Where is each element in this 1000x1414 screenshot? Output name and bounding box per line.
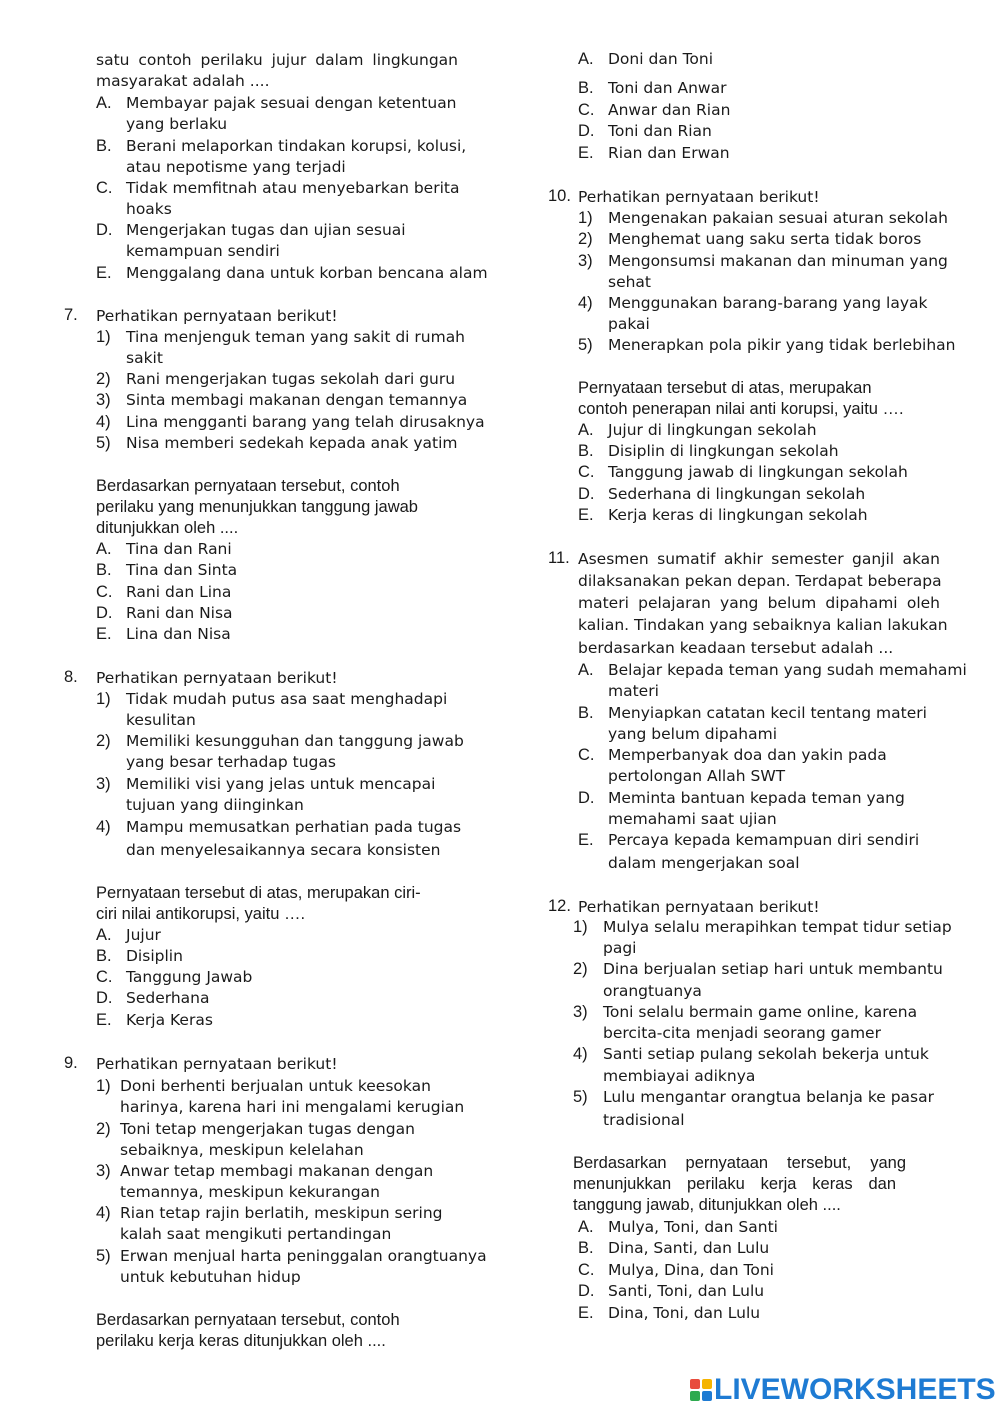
liveworksheets-logo[interactable]	[690, 1374, 996, 1406]
statement-text: Mengonsumsi makanan dan minuman yang	[608, 252, 948, 270]
question-stem-line: Asesmen sumatif akhir semester ganjil akan	[578, 550, 940, 568]
option-letter[interactable]: C.	[96, 968, 113, 986]
statement-text: Memiliki visi yang jelas untuk mencapai	[126, 775, 436, 793]
option-letter[interactable]: B.	[578, 1239, 594, 1257]
question-text: ciri nilai antikorupsi, yaitu ….	[96, 905, 306, 923]
statement-text: dan menyelesaikannya secara konsisten	[126, 841, 441, 859]
option-text[interactable]: Rani dan Lina	[126, 583, 232, 601]
statement-text: Menghemat uang saku serta tidak boros	[608, 230, 922, 248]
statement-text: yang besar terhadap tugas	[126, 753, 336, 771]
statement-text: kesulitan	[126, 711, 196, 729]
statement-number: 1)	[96, 1077, 111, 1095]
statement-number: 2)	[96, 370, 111, 388]
option-text[interactable]: Membayar pajak sesuai dengan ketentuan	[126, 94, 457, 112]
option-text[interactable]: Dina, Santi, dan Lulu	[608, 1239, 770, 1257]
statement-number: 3)	[96, 1162, 111, 1180]
option-letter[interactable]: E.	[96, 1011, 112, 1029]
logo-square-icon	[702, 1391, 712, 1401]
statement-text: Lulu mengantar orangtua belanja ke pasar	[603, 1088, 934, 1106]
statement-text: Nisa memberi sedekah kepada anak yatim	[126, 434, 458, 452]
statement-number: 3)	[96, 391, 111, 409]
statement-number: 3)	[573, 1003, 588, 1021]
statement-text: pakai	[608, 315, 650, 333]
option-letter[interactable]: A.	[96, 94, 112, 112]
option-text[interactable]: Belajar kepada teman yang sudah memahami	[608, 661, 967, 679]
question-number: 10.	[548, 187, 571, 205]
logo-square-icon	[702, 1379, 712, 1389]
option-letter[interactable]: D.	[96, 604, 113, 622]
question-text: Berdasarkan pernyataan tersebut, contoh	[96, 1311, 400, 1329]
statement-text: Anwar tetap membagi makanan dengan	[120, 1162, 434, 1180]
statement-number: 3)	[96, 775, 111, 793]
option-letter[interactable]: E.	[96, 264, 112, 282]
statement-text: Tina menjenguk teman yang sakit di rumah	[126, 328, 466, 346]
option-text[interactable]: Dina, Toni, dan Lulu	[608, 1304, 761, 1322]
question-text: Berdasarkan pernyataan tersebut, yang	[573, 1154, 906, 1172]
question-intro: Perhatikan pernyataan berikut!	[96, 669, 338, 687]
question-stem-line: satu contoh perilaku jujur dalam lingkungan	[96, 51, 458, 69]
statement-number: 4)	[96, 413, 111, 431]
statement-text: Sinta membagi makanan dengan temannya	[126, 391, 468, 409]
option-text[interactable]: dalam mengerjakan soal	[608, 854, 800, 872]
option-letter[interactable]: A.	[578, 1218, 594, 1236]
statement-number: 1)	[578, 209, 593, 227]
option-text[interactable]: memahami saat ujian	[608, 810, 777, 828]
option-letter[interactable]: A.	[96, 926, 112, 944]
question-stem-line: materi pelajaran yang belum dipahami oleh	[578, 594, 940, 612]
statement-text: tradisional	[603, 1111, 685, 1129]
statement-text: Memiliki kesungguhan dan tanggung jawab	[126, 732, 464, 750]
option-letter[interactable]: B.	[96, 137, 112, 155]
statement-text: pagi	[603, 939, 637, 957]
statement-text: Mulya selalu merapihkan tempat tidur setiap	[603, 918, 952, 936]
option-letter[interactable]: E.	[578, 506, 594, 524]
statement-number: 4)	[573, 1045, 588, 1063]
option-text[interactable]: Meminta bantuan kepada teman yang	[608, 789, 905, 807]
question-number: 9.	[64, 1054, 78, 1072]
option-text[interactable]: Tanggung jawab di lingkungan sekolah	[608, 463, 908, 481]
option-text[interactable]: Tina dan Sinta	[126, 561, 238, 579]
statement-number: 5)	[96, 1247, 111, 1265]
option-text[interactable]: Mengerjakan tugas dan ujian sesuai	[126, 221, 406, 239]
option-text[interactable]: atau nepotisme yang terjadi	[126, 158, 346, 176]
option-letter[interactable]: B.	[96, 947, 112, 965]
statement-text: Menerapkan pola pikir yang tidak berlebihan	[608, 336, 956, 354]
option-letter[interactable]: D.	[96, 221, 113, 239]
statement-number: 2)	[573, 960, 588, 978]
option-text[interactable]: Toni dan Anwar	[608, 79, 727, 97]
option-text[interactable]: Mulya, Dina, dan Toni	[608, 1261, 774, 1279]
statement-number: 1)	[96, 690, 111, 708]
option-text[interactable]: hoaks	[126, 200, 172, 218]
statement-text: Toni selalu bermain game online, karena	[603, 1003, 918, 1021]
option-letter[interactable]: A.	[96, 540, 112, 558]
statement-text: Mampu memusatkan perhatian pada tugas	[126, 818, 462, 836]
question-text: menunjukkan perilaku kerja keras dan	[573, 1175, 896, 1193]
option-letter[interactable]: C.	[578, 101, 595, 119]
question-text: perilaku kerja keras ditunjukkan oleh ....	[96, 1332, 386, 1350]
statement-number: 5)	[573, 1088, 588, 1106]
statement-text: orangtuanya	[603, 982, 702, 1000]
statement-number: 4)	[96, 1204, 111, 1222]
option-letter[interactable]: E.	[578, 831, 594, 849]
option-text[interactable]: yang berlaku	[126, 115, 228, 133]
option-text[interactable]: Sederhana di lingkungan sekolah	[608, 485, 866, 503]
option-letter[interactable]: A.	[578, 661, 594, 679]
option-text[interactable]: Disiplin	[126, 947, 183, 965]
option-letter[interactable]: D.	[578, 485, 595, 503]
statement-text: sebaiknya, meskipun kelelahan	[120, 1141, 364, 1159]
option-text[interactable]: yang belum dipahami	[608, 725, 778, 743]
option-letter[interactable]: C.	[578, 1261, 595, 1279]
option-text[interactable]: Menggalang dana untuk korban bencana alam	[126, 264, 488, 282]
logo-square-icon	[690, 1379, 700, 1389]
option-letter[interactable]: C.	[578, 463, 595, 481]
statement-text: temannya, meskipun kekurangan	[120, 1183, 380, 1201]
option-text[interactable]: Berani melaporkan tindakan korupsi, kolusi,	[126, 137, 467, 155]
question-text: contoh penerapan nilai anti korupsi, yaitu ….	[578, 400, 904, 418]
option-letter[interactable]: A.	[578, 50, 594, 68]
question-intro: Perhatikan pernyataan berikut!	[96, 1055, 338, 1073]
question-text: Pernyataan tersebut di atas, merupakan	[578, 379, 872, 397]
option-letter[interactable]: E.	[578, 1304, 594, 1322]
brand-name: LIVEWORKSHEETS	[714, 1373, 996, 1406]
statement-text: Santi setiap pulang sekolah bekerja untuk	[603, 1045, 929, 1063]
option-text[interactable]: Menyiapkan catatan kecil tentang materi	[608, 704, 927, 722]
option-letter[interactable]: E.	[96, 625, 112, 643]
statement-text: Lina mengganti barang yang telah dirusaknya	[126, 413, 485, 431]
option-text[interactable]: Jujur di lingkungan sekolah	[608, 421, 817, 439]
statement-text: Doni berhenti berjualan untuk keesokan	[120, 1077, 431, 1095]
option-letter[interactable]: D.	[578, 1282, 595, 1300]
statement-number: 2)	[96, 732, 111, 750]
option-text[interactable]: Kerja Keras	[126, 1011, 213, 1029]
option-text[interactable]: Kerja keras di lingkungan sekolah	[608, 506, 868, 524]
statement-number: 2)	[578, 230, 593, 248]
statement-text: Toni tetap mengerjakan tugas dengan	[120, 1120, 415, 1138]
option-text[interactable]: kemampuan sendiri	[126, 242, 280, 260]
statement-text: membiayai adiknya	[603, 1067, 756, 1085]
option-letter[interactable]: B.	[578, 704, 594, 722]
statement-text: Dina berjualan setiap hari untuk membantu	[603, 960, 943, 978]
option-text[interactable]: Santi, Toni, dan Lulu	[608, 1282, 765, 1300]
statement-text: tujuan yang diinginkan	[126, 796, 304, 814]
option-text[interactable]: Rani dan Nisa	[126, 604, 233, 622]
statement-text: harinya, karena hari ini mengalami kerugian	[120, 1098, 465, 1116]
option-text[interactable]: Toni dan Rian	[608, 122, 712, 140]
option-text[interactable]: Memperbanyak doa dan yakin pada	[608, 746, 887, 764]
option-letter[interactable]: C.	[96, 179, 113, 197]
statement-number: 1)	[96, 328, 111, 346]
question-number: 12.	[548, 897, 571, 915]
statement-text: bercita-cita menjadi seorang gamer	[603, 1024, 881, 1042]
option-text[interactable]: materi	[608, 682, 659, 700]
statement-text: Mengenakan pakaian sesuai aturan sekolah	[608, 209, 948, 227]
option-letter[interactable]: B.	[578, 442, 594, 460]
option-text[interactable]: Anwar dan Rian	[608, 101, 731, 119]
statement-number: 3)	[578, 252, 593, 270]
option-letter[interactable]: B.	[578, 79, 594, 97]
option-letter[interactable]: A.	[578, 421, 594, 439]
statement-number: 1)	[573, 918, 588, 936]
statement-text: sehat	[608, 273, 652, 291]
option-text[interactable]: Disiplin di lingkungan sekolah	[608, 442, 839, 460]
statement-text: Erwan menjual harta peninggalan orangtuanya	[120, 1247, 487, 1265]
option-letter[interactable]: E.	[578, 144, 594, 162]
option-text[interactable]: Percaya kepada kemampuan diri sendiri	[608, 831, 920, 849]
option-letter[interactable]: C.	[96, 583, 113, 601]
question-number: 7.	[64, 306, 78, 324]
logo-square-icon	[690, 1391, 700, 1401]
option-text[interactable]: Tanggung Jawab	[126, 968, 253, 986]
question-stem-line: masyarakat adalah ....	[96, 72, 270, 90]
question-stem-line: kalian. Tindakan yang sebaiknya kalian lakukan	[578, 616, 948, 634]
statement-text: sakit	[126, 349, 163, 367]
option-letter[interactable]: C.	[578, 746, 595, 764]
statement-number: 4)	[578, 294, 593, 312]
option-text[interactable]: Jujur	[126, 926, 161, 944]
question-intro: Perhatikan pernyataan berikut!	[96, 307, 338, 325]
option-text[interactable]: Sederhana	[126, 989, 210, 1007]
statement-number: 4)	[96, 818, 111, 836]
question-text: tanggung jawab, ditunjukkan oleh ....	[573, 1196, 841, 1214]
question-text: Pernyataan tersebut di atas, merupakan ciri-	[96, 884, 421, 902]
statement-text: untuk kebutuhan hidup	[120, 1268, 301, 1286]
option-text[interactable]: Tidak memfitnah atau menyebarkan berita	[126, 179, 460, 197]
option-letter[interactable]: D.	[578, 122, 595, 140]
statement-text: Menggunakan barang-barang yang layak	[608, 294, 928, 312]
option-text[interactable]: Tina dan Rani	[126, 540, 232, 558]
question-stem-line: dilaksanakan pekan depan. Terdapat beberapa	[578, 572, 942, 590]
question-intro: Perhatikan pernyataan berikut!	[578, 188, 820, 206]
question-number: 8.	[64, 668, 78, 686]
question-stem-line: berdasarkan keadaan tersebut adalah ...	[578, 639, 894, 657]
statement-text: kalah saat mengikuti pertandingan	[120, 1225, 392, 1243]
statement-number: 5)	[96, 434, 111, 452]
question-number: 11.	[548, 549, 570, 567]
liveworksheets-logo-icon	[690, 1379, 712, 1401]
option-letter[interactable]: B.	[96, 561, 112, 579]
statement-number: 2)	[96, 1120, 111, 1138]
statement-text: Rian tetap rajin berlatih, meskipun sering	[120, 1204, 443, 1222]
option-letter[interactable]: D.	[578, 789, 595, 807]
option-text[interactable]: Rian dan Erwan	[608, 144, 730, 162]
question-text: Berdasarkan pernyataan tersebut, contoh	[96, 477, 400, 495]
statement-text: Tidak mudah putus asa saat menghadapi	[126, 690, 448, 708]
option-text[interactable]: Mulya, Toni, dan Santi	[608, 1218, 778, 1236]
question-intro: Perhatikan pernyataan berikut!	[578, 898, 820, 916]
statement-text: Rani mengerjakan tugas sekolah dari guru	[126, 370, 456, 388]
question-text: perilaku yang menunjukkan tanggung jawab	[96, 498, 418, 516]
statement-number: 5)	[578, 336, 593, 354]
option-text[interactable]: pertolongan Allah SWT	[608, 767, 786, 785]
question-text: ditunjukkan oleh ....	[96, 519, 239, 537]
option-letter[interactable]: D.	[96, 989, 113, 1007]
option-text[interactable]: Doni dan Toni	[608, 50, 714, 68]
option-text[interactable]: Lina dan Nisa	[126, 625, 231, 643]
